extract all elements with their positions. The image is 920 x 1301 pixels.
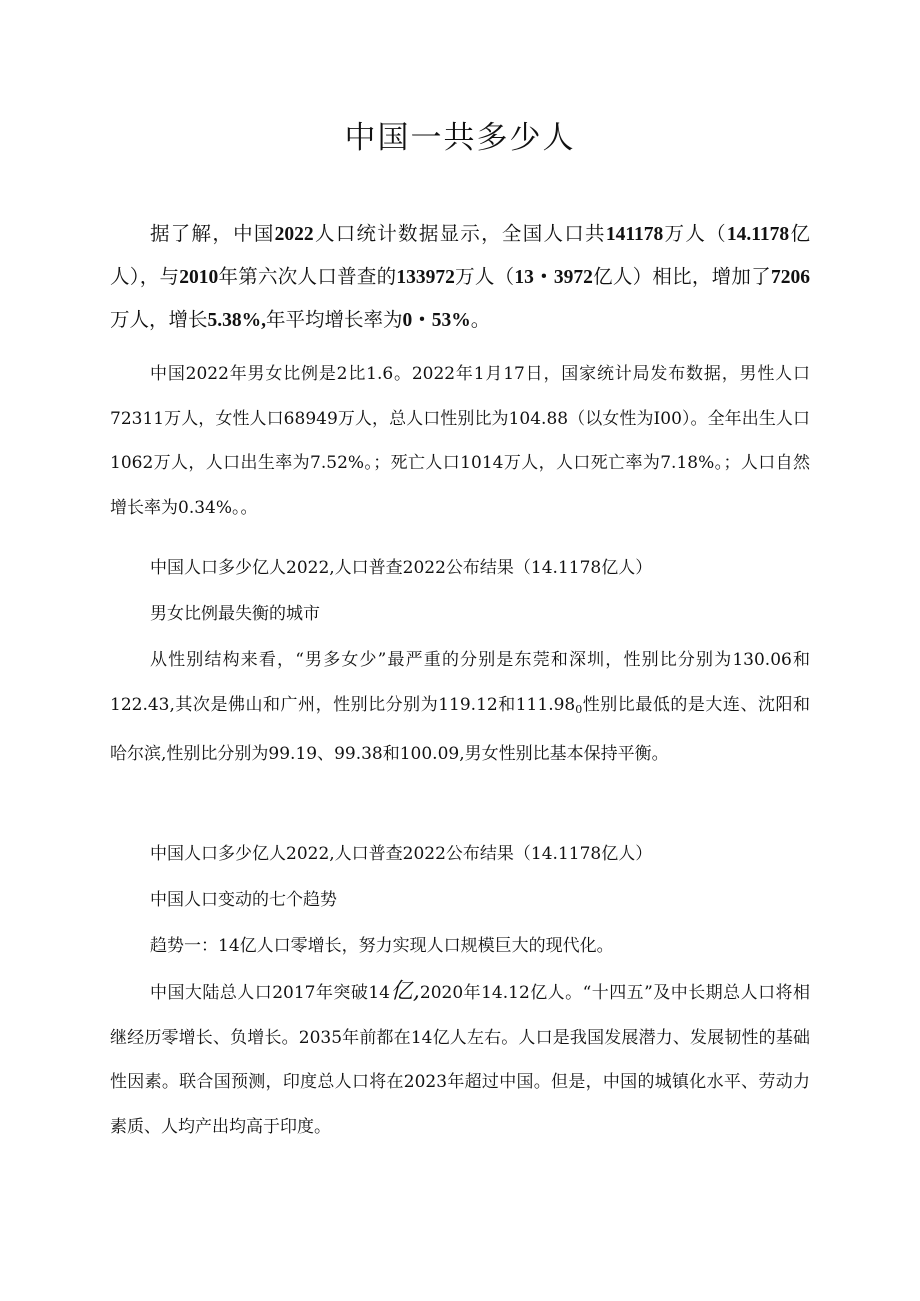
section-heading: 中国人口变动的七个趋势 [150,890,337,910]
gender-text: 从性别结构来看，“男多女少”最严重的分别是东莞和深圳，性别比分别为130.06和122.43,其次是佛山和广州，性别比分别为119.12和111.98 [110,650,810,715]
section-heading: 男女比例最失衡的城市 [150,604,320,624]
lead-paragraph [110,213,810,342]
lead-number: 13・3972 [514,267,593,288]
section-heading: 中国人口多少亿人2022,人口普查2022公布结果（14.1178亿人） [150,558,653,578]
gender-subscript: 0 [575,702,583,716]
lead-text: 万人（ [454,265,515,288]
lead-text: 人口统计数据显示，全国人口共 [313,222,606,245]
lead-number: 2010 [179,267,219,288]
lead-text: 年平均增长率为 [266,308,403,331]
trend-paragraph [110,970,810,1149]
lead-number: 0・53% [402,310,471,331]
lead-text: 据了解，中国 [150,222,275,245]
trend-emphasis: 亿, [389,979,420,1004]
lead-text: 亿人）相比，增加了 [592,265,771,288]
gender-paragraph [110,638,810,777]
lead-text: 年第六次人口普查的 [218,265,397,288]
trend-text: 2020年14.12亿人。“十四五”及中长期总人口将相继经历零增长、负增长。2035年前都在14亿人左右。人口是我国发展潜力、发展韧性的基础性因素。联合国预测，印度总人口将在2023年超过中国。但是，中国的城镇化水平、劳动力素质、人均产出均高于印度。 [110,983,810,1137]
lead-number: 5.38%, [207,310,267,331]
lead-text: 万人（ [663,222,727,245]
lead-text: 。 [470,308,491,331]
page-title: 中国一共多少人 [344,120,576,156]
trend-title: 趋势一：14亿人口零增长，努力实现人口规模巨大的现代化。 [150,936,614,956]
section-heading: 中国人口多少亿人2022,人口普查2022公布结果（14.1178亿人） [150,844,653,864]
lead-number: 2022 [274,224,314,245]
lead-number: 7206 [770,267,810,288]
gender-text: 性别比最低的是大连、沈阳和哈尔滨,性别比分别为99.19、99.38和100.09,男女性别比基本保持平衡。 [110,694,811,764]
lead-text: 亿人），与 [110,222,810,288]
lead-number: 141178 [605,224,664,245]
lead-number: 14.1178 [726,224,790,245]
trend-text: 中国大陆总人口2017年突破14 [150,983,390,1003]
stats-paragraph: 中国2022年男女比例是2比1.6。2022年1月17日，国家统计局发布数据，男性人口72311万人，女性人口68949万人，总人口性别比为104.88（以女性为I00）。全年出生人口1062万人，人口出生率为7.52%。；死亡人口1014万人，人口死亡率为7.18%。；人口自然增长率为0.34%。。 [110,364,810,518]
lead-text: 万人，增长 [110,308,208,331]
lead-number: 133972 [396,267,455,288]
